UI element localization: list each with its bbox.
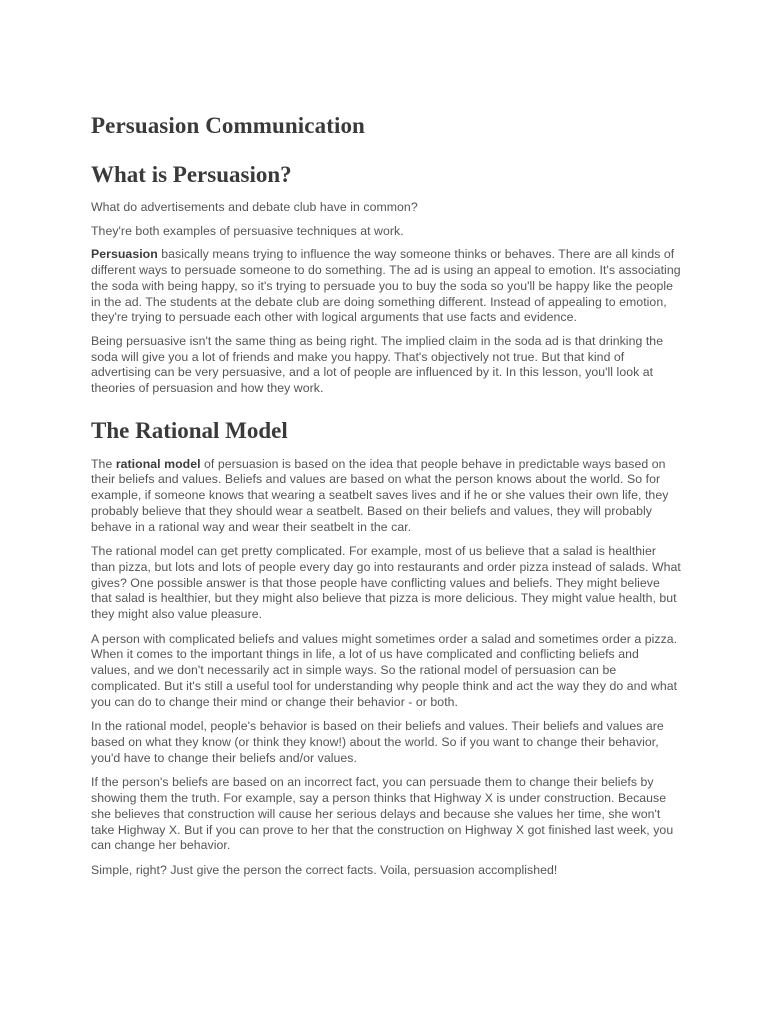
paragraph-text: The	[91, 456, 116, 471]
paragraph-rational-model-definition	[91, 457, 681, 536]
section-heading-what-is-persuasion: What is Persuasion?	[91, 162, 292, 187]
document-page	[91, 112, 681, 879]
paragraph-highway-example: If the person's beliefs are based on an incorrect fact, you can persuade them to change their beliefs by showing them the truth. For example, say a person thinks that Highway X is under construction. Because she believes that construction will cause her serious delays and because she values her time, she won't take Highway X. But if you can prove to her that the construction on Highway X got finished last week, you can change her behavior.	[91, 775, 674, 853]
paragraph-conclusion: Simple, right? Just give the person the correct facts. Voila, persuasion accomplished!	[91, 862, 558, 877]
paragraph-intro-answer: They're both examples of persuasive techniques at work.	[91, 223, 404, 238]
paragraph-persuasive-vs-right: Being persuasive isn't the same thing as being right. The implied claim in the soda ad is that drinking the soda will give you a lot of friends and make you happy. That's objectively not true. But that kind of advertising can be very persuasive, and a lot of people are influenced by it. In this lesson, you'll look at theories of persuasion and how they work.	[91, 333, 664, 396]
paragraph-behavior-beliefs: In the rational model, people's behavior is based on their beliefs and values. Their beliefs and values are based on what they know (or think they know!) about the world. So if you want to change their behavior, you'd have to change their beliefs and/or values.	[91, 719, 664, 765]
section-heading-rational-model: The Rational Model	[91, 417, 288, 443]
paragraph-text: of persuasion is based on the idea that people behave in predictable ways based on their beliefs and values. Beliefs and values are based on what the person knows about the world. So for example, if someone knows that wearing a seatbelt saves lives and if he or she values their own life, they probably believe that they should wear a seatbelt. Based on their beliefs and values, they will probably behave in a rational way and wear their seatbelt in the car.	[91, 456, 669, 534]
paragraph-text: basically means trying to influence the way someone thinks or behaves. There are all kinds of different ways to persuade someone to do something. The ad is using an appeal to emotion. It's associating the soda with being happy, so it's trying to persuade you to buy the soda so you'll be happy like the people in the ad. The students at the debate club are doing something different. Instead of appealing to emotion, they're trying to persuade each other with logical arguments that use facts and evidence.	[91, 247, 681, 325]
term-rational-model: rational model	[115, 456, 201, 471]
term-persuasion: Persuasion	[91, 247, 158, 262]
paragraph-complicated-beliefs: A person with complicated beliefs and values might sometimes order a salad and sometimes order a pizza. When it comes to the important things in life, a lot of us have complicated and conflicting beliefs and values, and we don't necessarily act in simple ways. So the rational model of persuasion can be complicated. But it's still a useful tool for understanding why people think and act the way they do and what you can do to change their mind or change their behavior - or both.	[91, 631, 678, 709]
document-title: Persuasion Communication	[91, 113, 365, 138]
paragraph-persuasion-definition	[91, 247, 681, 326]
paragraph-intro-question: What do advertisements and debate club have in common?	[91, 200, 418, 214]
paragraph-complicated-example: The rational model can get pretty complicated. For example, most of us believe that a salad is healthier than pizza, but lots and lots of people every day go into restaurants and order pizza instead of salads. What gives? One possible answer is that those people have conflicting values and beliefs. They might believe that salad is healthier, but they might also believe that pizza is more delicious. They might value health, but they might also value pleasure.	[91, 544, 681, 622]
